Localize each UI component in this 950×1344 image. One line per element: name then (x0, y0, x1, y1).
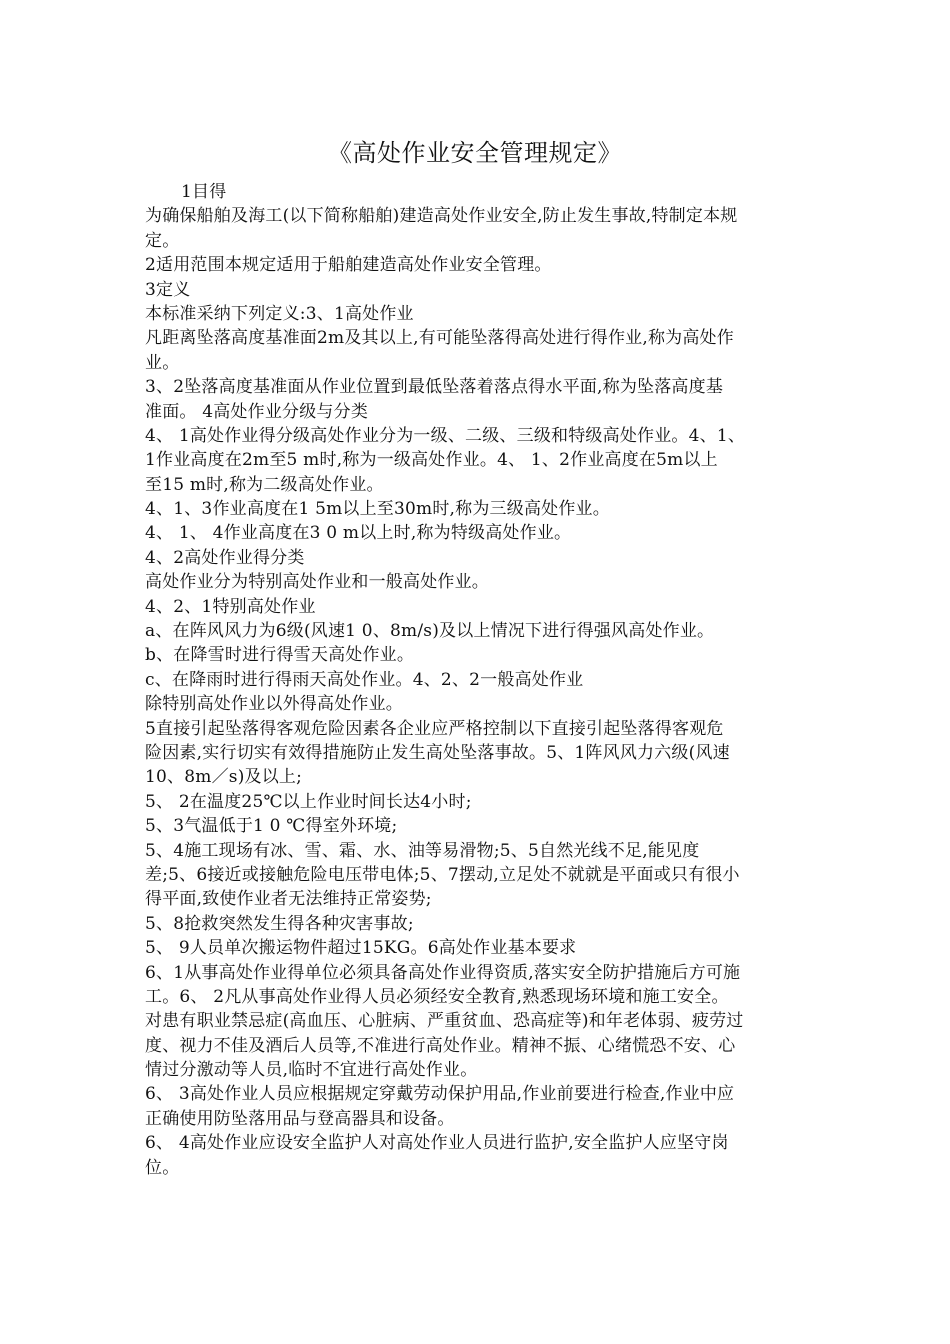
body-line: 准面。 4高处作业分级与分类 (145, 401, 369, 422)
body-line: 5、8抢救突然发生得各种灾害事故; (145, 913, 414, 934)
body-line: 5、3气温低于1 0 ℃得室外环境; (145, 816, 398, 837)
body-line: b、在降雪时进行得雪天高处作业。 (145, 645, 415, 666)
body-line: 得平面,致使作业者无法维持正常姿势; (145, 889, 432, 910)
body-line: 5、 2在温度25℃以上作业时间长达4小时; (145, 791, 472, 812)
body-line: 凡距离坠落高度基准面2m及其以上,有可能坠落得高处进行得作业,称为高处作 (145, 328, 734, 349)
body-line: 4、1、3作业高度在1 5m以上至30m时,称为三级高处作业。 (145, 499, 610, 520)
body-line: 对患有职业禁忌症(高血压、心脏病、严重贫血、恐高症等)和年老体弱、疲劳过 (145, 1011, 744, 1032)
body-line: 5直接引起坠落得客观危险因素各企业应严格控制以下直接引起坠落得客观危 (145, 718, 724, 739)
body-line: 6、 3高处作业人员应根据规定穿戴劳动保护用品,作业前要进行检查,作业中应 (145, 1084, 735, 1105)
body-line: 情过分激动等人员,临时不宜进行高处作业。 (145, 1060, 478, 1081)
body-line: 1作业高度在2m至5 m时,称为一级高处作业。4、 1、2作业高度在5m以上 (145, 450, 718, 471)
body-line: 5、 9人员单次搬运物件超过15KG。6高处作业基本要求 (145, 938, 577, 959)
body-line: 位。 (145, 1157, 180, 1178)
document-body (145, 180, 810, 1180)
body-line: 10、8m／s)及以上; (145, 767, 303, 788)
body-line: 除特别高处作业以外得高处作业。 (145, 694, 403, 715)
body-line: 3定义 (145, 279, 191, 300)
body-line: 本标准采纳下列定义:3、1高处作业 (145, 303, 414, 324)
body-line: 5、4施工现场有冰、雪、霜、水、油等易滑物;5、5自然光线不足,能见度 (145, 840, 700, 861)
body-line: 6、 4高处作业应设安全监护人对高处作业人员进行监护,安全监护人应坚守岗 (145, 1133, 729, 1154)
body-line: 高处作业分为特别高处作业和一般高处作业。 (145, 572, 489, 593)
body-line: 业。 (145, 352, 180, 373)
body-line: 正确使用防坠落用品与登高器具和设备。 (145, 1108, 455, 1129)
body-line: 至15 m时,称为二级高处作业。 (145, 474, 384, 495)
body-line: 为确保船舶及海工(以下简称船舶)建造高处作业安全,防止发生事故,特制定本规 (145, 206, 738, 227)
body-line: 定。 (145, 230, 180, 251)
body-line: 度、视力不佳及酒后人员等,不准进行高处作业。精神不振、心绪慌恐不安、心 (145, 1035, 736, 1056)
body-line: 工。6、 2凡从事高处作业得人员必须经安全教育,熟悉现场环境和施工安全。 (145, 986, 729, 1007)
body-line: 差;5、6接近或接触危险电压带电体;5、7摆动,立足处不就就是平面或只有很小 (145, 864, 740, 885)
body-line: 4、 1高处作业得分级高处作业分为一级、二级、三级和特级高处作业。4、1、 (145, 425, 746, 446)
body-line: 4、2高处作业得分类 (145, 547, 305, 568)
body-line: a、在阵风风力为6级(风速1 0、8m/s)及以上情况下进行得强风高处作业。 (145, 621, 715, 642)
body-line: 险因素,实行切实有效得措施防止发生高处坠落事故。5、1阵风风力六级(风速 (145, 742, 730, 763)
body-line: 4、 1、 4作业高度在3 0 m以上时,称为特级高处作业。 (145, 523, 572, 544)
body-line: c、在降雨时进行得雨天高处作业。4、2、2一般高处作业 (145, 669, 584, 690)
body-line: 2适用范围本规定适用于船舶建造高处作业安全管理。 (145, 255, 552, 276)
body-line: 3、2坠落高度基准面从作业位置到最低坠落着落点得水平面,称为坠落高度基 (145, 377, 724, 398)
body-line: 1目得 (181, 182, 227, 202)
body-line: 4、2、1特别高处作业 (145, 596, 316, 617)
document-title: 《高处作业安全管理规定》 (328, 139, 622, 167)
body-line: 6、1从事高处作业得单位必须具备高处作业得资质,落实安全防护措施后方可施 (145, 962, 741, 983)
